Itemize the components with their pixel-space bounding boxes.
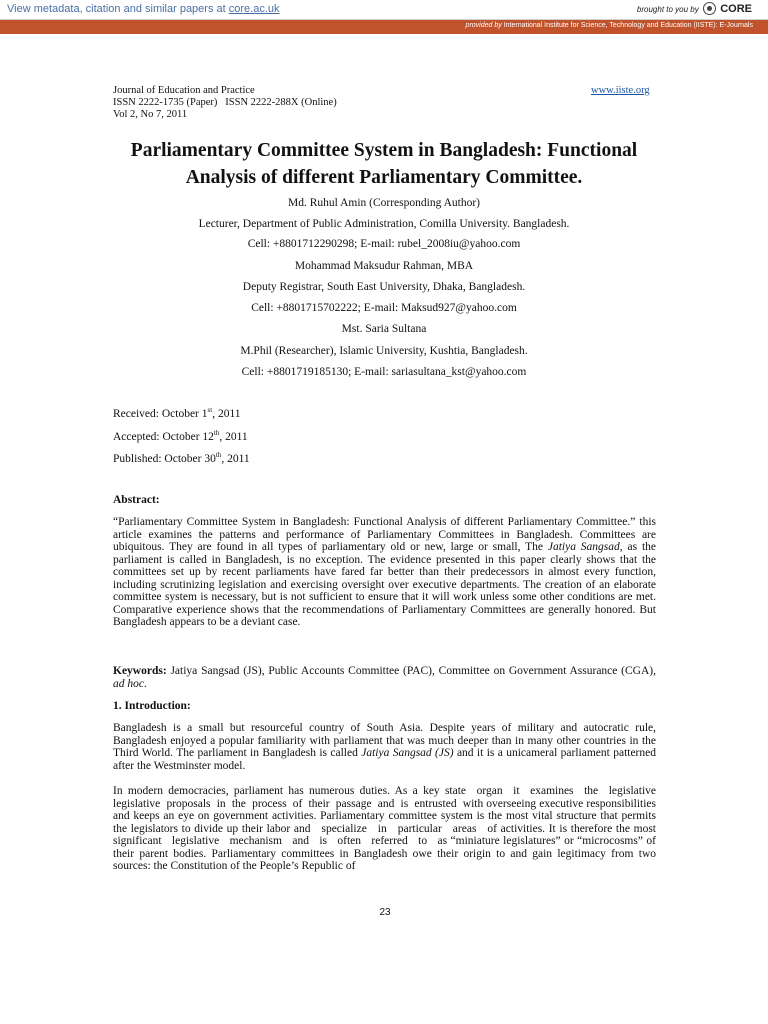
author-1-affiliation: Lecturer, Department of Public Administration, Comilla University. Bangladesh.: [198, 218, 570, 230]
introduction-heading: 1. Introduction:: [113, 700, 191, 712]
published-date-text: Published: October 30: [113, 452, 216, 465]
abstract-text-part-1: “Parliamentary Committee System in Bangladesh: Functional Analysis of different Parliamentary Committee.” this article examines the patterns and performance of Parliamentary Committees in Bangladesh. Committees are ubiquitous. They are found in all types of parliamentary old or new, large or small, The: [113, 516, 656, 553]
paper-title-line-2: Analysis of different Parliamentary Committee.: [185, 167, 583, 188]
core-metadata-link-row: [7, 3, 280, 15]
core-brand[interactable]: [637, 3, 752, 16]
introduction-paragraph-2: In modern democracies, parliament has numerous duties. As a key state organ it examines the legislative legislative proposals in the process of their passage and is entrusted with overseeing executive responsibilities and keeps an eye on government activities. Parliamentary committee system is the most vital structure that permits the legislators to divide up their labor and specialize in particular areas of activities. It is therefore the most significant legislative mechanism and is often referred to as “miniature legislatures” or “microcosms” of their parent bodies. Parliamentary committees in Bangladesh owe their origin to and gain legitimacy from two sources: the Constitution of the People’s Republic of: [113, 785, 659, 872]
received-date: [113, 406, 241, 420]
keywords-label: Keywords:: [113, 665, 167, 677]
abstract-italic-term: Jatiya Sangsad: [547, 541, 620, 553]
provider-banner: [0, 20, 768, 34]
journal-info: [113, 85, 337, 121]
author-2-name: Mohammad Maksudur Rahman, MBA: [294, 260, 474, 272]
journal-issn: ISSN 2222-1735 (Paper) ISSN 2222-288X (Online): [113, 97, 337, 108]
abstract-text-part-2: , as the parliament is called in Bangladesh, is no exception. The evidence presented in this paper clearly shows that the committees set up by recent parliaments have fared far better than their predecessors in almost every function, including scrutinizing legislation and exercising oversight over executive departments. The creation of an elaborate committee system is necessary, but is not sufficient to ensure that it will work unless some other conditions are met. Comparative experience shows that the recommendations of Parliamentary Committees are generally honored. But Bangladesh appears to be a deviant case.: [113, 541, 656, 628]
provided-by-label: provided by: [465, 22, 502, 29]
accepted-date-year: , 2011: [219, 430, 248, 443]
journal-name: Journal of Education and Practice: [113, 85, 255, 96]
abstract-text: [113, 516, 656, 629]
received-date-year: , 2011: [212, 407, 241, 420]
journal-url-link[interactable]: www.iiste.org: [591, 85, 650, 96]
published-date: [113, 451, 250, 465]
intro-p1-italic-term: Jatiya Sangsad (JS): [361, 747, 454, 759]
author-2-affiliation: Deputy Registrar, South East University, Dhaka, Bangladesh.: [242, 281, 526, 293]
keywords-italic-term: ad hoc: [113, 677, 144, 690]
received-date-suffix: st: [207, 406, 213, 414]
provider-text[interactable]: [466, 22, 753, 29]
keywords: [113, 665, 656, 690]
core-link[interactable]: core.ac.uk: [228, 3, 280, 15]
author-2-contact: Cell: +8801715702222; E-mail: Maksud927@yahoo.com: [251, 302, 517, 314]
published-date-year: , 2011: [221, 452, 250, 465]
author-1-contact: Cell: +8801712290298; E-mail: rubel_2008iu@yahoo.com: [247, 238, 521, 250]
published-date-suffix: th: [215, 451, 222, 459]
author-3-name: Mst. Saria Sultana: [341, 323, 427, 335]
core-metadata-text: View metadata, citation and similar papers at: [7, 3, 229, 15]
paper-title-line-1: Parliamentary Committee System in Bangladesh: Functional: [130, 140, 638, 161]
brought-by-text: brought to you by: [636, 5, 699, 14]
core-banner: [0, 0, 768, 20]
core-logo-icon: [703, 2, 716, 15]
author-3-contact: Cell: +8801719185130; E-mail: sariasultana_kst@yahoo.com: [241, 366, 527, 378]
intro-p1-part-1: Bangladesh is a small but resourceful country of South Asia. Despite years of military and autocratic rule, Bangladesh enjoyed a popular familiarity with parliament that was much deeper than in many other countries in the Third World. The parliament in Bangladesh is called: [113, 722, 656, 759]
page-number: 23: [379, 907, 391, 918]
intro-p1-part-2: and it is a unicameral parliament patterned after the Westminster model.: [113, 747, 656, 772]
core-logo-text: CORE: [720, 3, 752, 15]
received-date-text: Received: October 1: [113, 407, 208, 420]
accepted-date-suffix: th: [213, 429, 220, 437]
abstract-heading: Abstract:: [113, 494, 160, 506]
keywords-end: .: [143, 677, 147, 690]
author-3-affiliation: M.Phil (Researcher), Islamic University, Kushtia, Bangladesh.: [240, 345, 528, 357]
accepted-date: [113, 429, 248, 443]
keywords-list: Jatiya Sangsad (JS), Public Accounts Committee (PAC), Committee on Government Assurance (CGA),: [166, 665, 656, 677]
accepted-date-text: Accepted: October 12: [113, 430, 214, 443]
journal-volume: Vol 2, No 7, 2011: [113, 109, 188, 120]
introduction-paragraph-1: [113, 722, 656, 772]
author-1-name: Md. Ruhul Amin (Corresponding Author): [288, 197, 480, 209]
provider-name: International Institute for Science, Technology and Education (IISTE): E-Journals: [503, 22, 753, 29]
